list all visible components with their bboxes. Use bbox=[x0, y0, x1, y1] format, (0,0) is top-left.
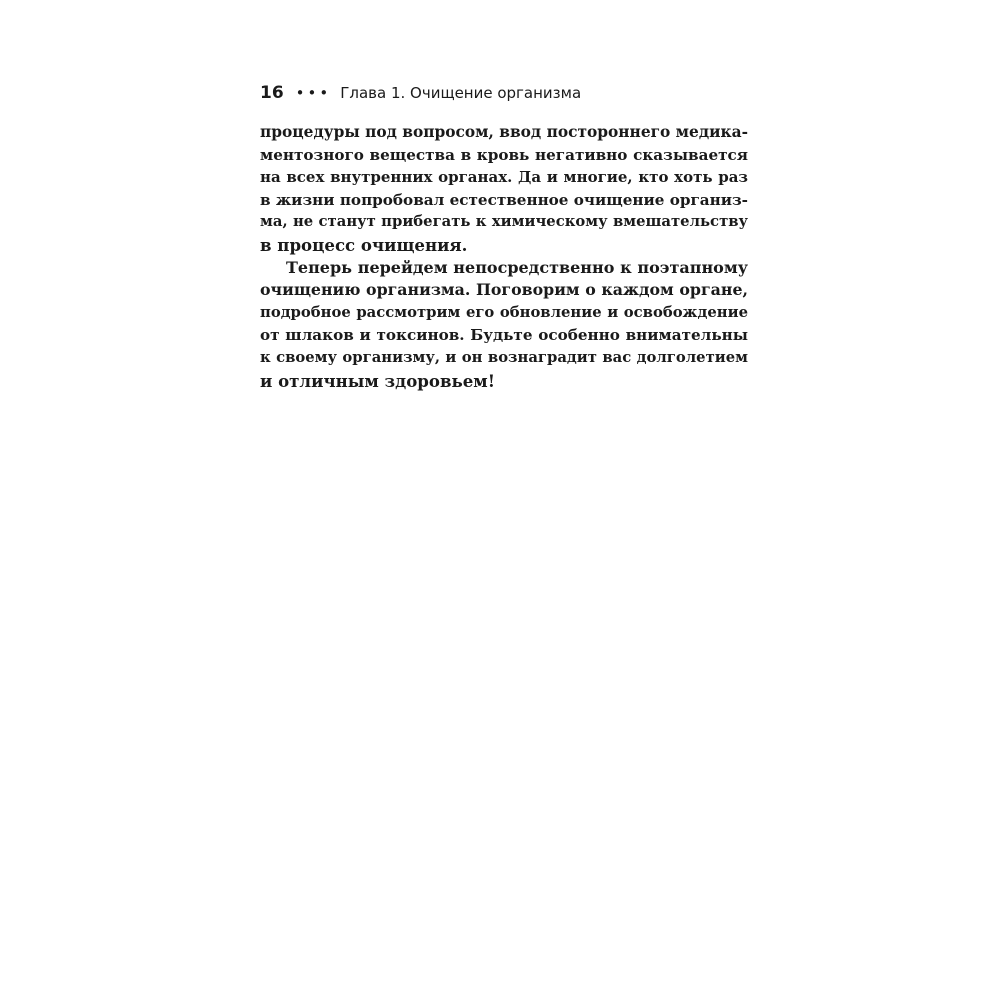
text-line: ментозного вещества в кровь негативно сказывается bbox=[260, 145, 748, 164]
text-line: и отличным здоровьем! bbox=[260, 370, 495, 391]
text-line: очищению организма. Поговорим о каждом органе, bbox=[260, 280, 748, 300]
text-line: на всех внутренних органах. Да и многие, кто хоть раз bbox=[260, 168, 748, 187]
text-line: подробное рассмотрим его обновление и освобождение bbox=[260, 303, 748, 321]
text-line: Теперь перейдем непосредственно к поэтапному bbox=[286, 257, 748, 277]
paragraph bbox=[260, 121, 748, 257]
body-text bbox=[260, 121, 748, 392]
paragraph bbox=[260, 257, 748, 393]
text-line: от шлаков и токсинов. Будьте особенно внимательны bbox=[260, 326, 748, 345]
text-line: к своему организму, и он вознаградит вас долголетием bbox=[260, 348, 748, 366]
chapter-title: Глава 1. Очищение организма bbox=[340, 84, 582, 102]
separator-dots: ••• bbox=[295, 84, 332, 102]
text-line: в жизни попробовал естественное очищение организ- bbox=[260, 190, 748, 209]
text-line: в процесс очищения. bbox=[260, 234, 468, 255]
running-head bbox=[260, 80, 581, 106]
text-line: ма, не станут прибегать к химическому вмешательству bbox=[260, 213, 748, 231]
page-number: 16 bbox=[260, 83, 284, 103]
text-line: процедуры под вопросом, ввод постороннего медика- bbox=[260, 123, 748, 141]
